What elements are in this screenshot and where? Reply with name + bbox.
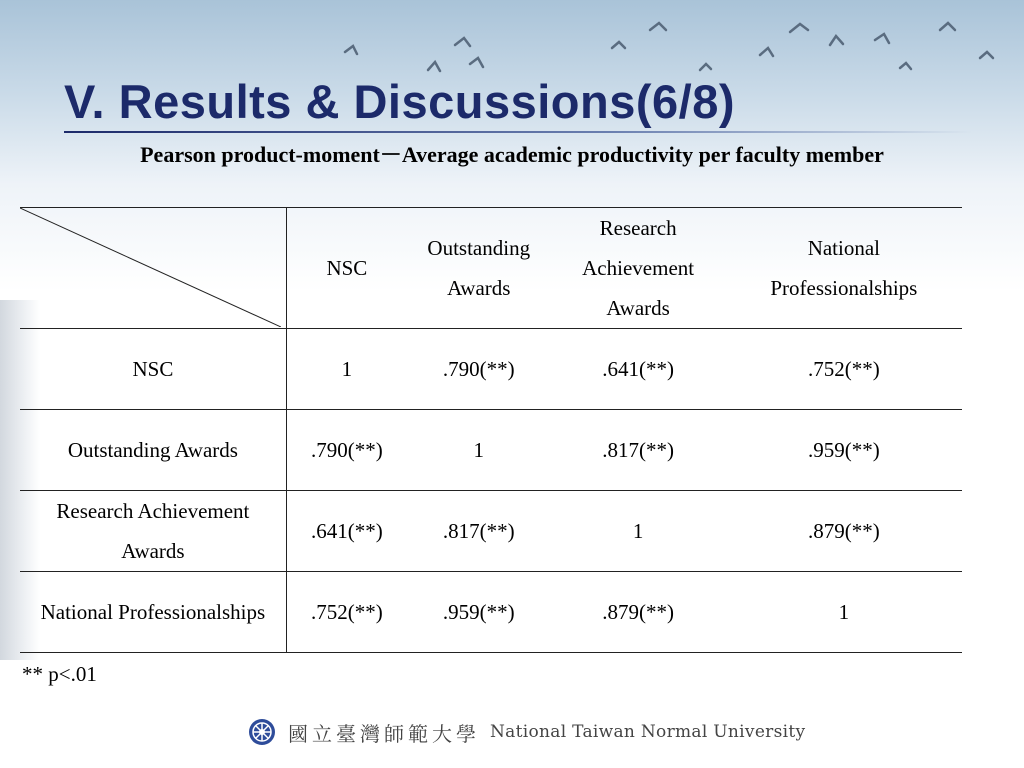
slide-subtitle: Pearson product-moment－Average academic productivity per faculty member [140,142,884,167]
table-cell: .641(**) [286,491,407,572]
title-underline [64,131,972,133]
table-cell: 1 [726,572,962,653]
table-cell: 1 [407,410,551,491]
slide-title: V. Results & Discussions(6/8) [64,75,736,128]
row-header-nsc: NSC [20,329,286,410]
significance-note: ** p<.01 [22,662,97,686]
table-header-row [20,208,962,329]
table-cell: 1 [551,491,726,572]
table-cell: 1 [286,329,407,410]
table-row [20,329,962,410]
column-header-outstanding-awards: Outstanding Awards [407,208,551,329]
corner-cell [20,208,286,329]
column-header-research-achievement-awards: Research Achievement Awards [551,208,726,329]
table-cell: .817(**) [551,410,726,491]
diagonal-divider [20,208,281,327]
table-cell: .790(**) [407,329,551,410]
table-row [20,491,962,572]
table-cell: .641(**) [551,329,726,410]
row-header-national-professionalships: National Professionalships [20,572,286,653]
table-cell: .752(**) [726,329,962,410]
university-footer [248,716,805,748]
university-name-english: National Taiwan Normal University [490,722,806,742]
correlation-table [20,207,962,653]
university-name-chinese: 國立臺灣師範大學 [288,721,480,746]
table-cell: .790(**) [286,410,407,491]
table-cell: .879(**) [551,572,726,653]
column-header-nsc: NSC [286,208,407,329]
table-row [20,572,962,653]
row-header-research-achievement-awards: Research Achievement Awards [20,491,286,572]
table-row [20,410,962,491]
university-seal-icon [248,718,276,746]
table-cell: .817(**) [407,491,551,572]
column-header-national-professionalships: National Professionalships [726,208,962,329]
table-cell: .959(**) [726,410,962,491]
table-cell: .752(**) [286,572,407,653]
table-cell: .959(**) [407,572,551,653]
row-header-outstanding-awards: Outstanding Awards [20,410,286,491]
table-cell: .879(**) [726,491,962,572]
